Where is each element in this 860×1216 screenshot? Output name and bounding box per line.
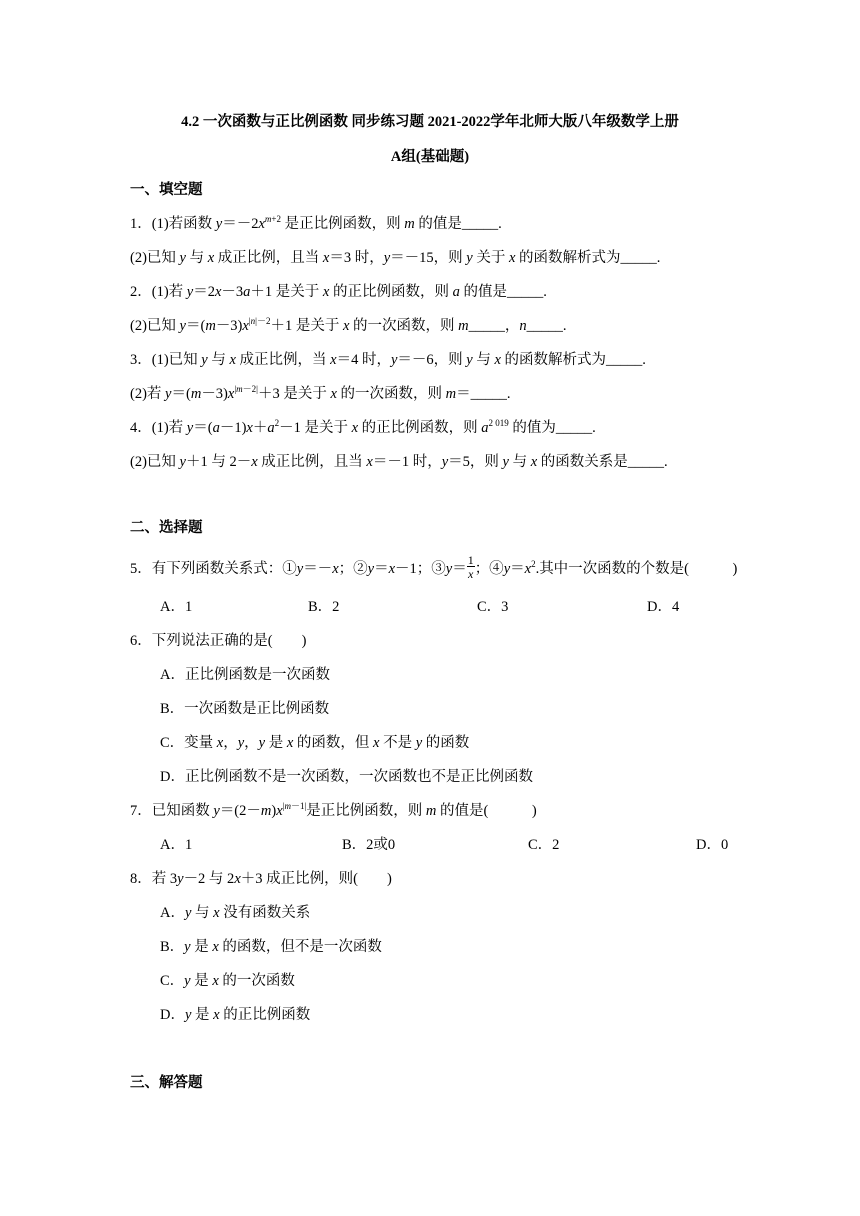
- question-2-2: (2)已知 $y=(m-3)x^{|n|-2}+1$ 是关于 x 的一次函数，则 m_____，n_____.: [130, 316, 567, 334]
- q8-option-c: C．y 是 x 的一次函数: [160, 973, 295, 989]
- question-1-1: 1．(1)若函数 $y=-2x^{m+2}$ 是正比例函数，则 m 的值是_____.: [130, 214, 502, 232]
- question-3-1: 3．(1)已知 y 与 x 成正比例，当 x＝4 时，y＝－6，则 y 与 x 的函数解析式为_____.: [130, 352, 646, 368]
- q5-option-c: C．3: [477, 599, 509, 615]
- q7-option-c: C．2: [528, 837, 560, 853]
- question-4-1: 4．(1)若 $y=(a-1)x+a^2-1$ 是关于 x 的正比例函数，则 $a^{2 019}$ 的值为_____.: [130, 418, 596, 436]
- q7-option-d: D．0: [696, 837, 729, 853]
- q5-option-b: B．2: [308, 599, 340, 615]
- q6-option-c: C．变量 x，y，y 是 x 的函数，但 x 不是 y 的函数: [160, 735, 470, 751]
- q5-option-d: D．4: [647, 599, 680, 615]
- question-8: 8．若 3y－2 与 2x＋3 成正比例，则( ): [130, 871, 392, 887]
- q8-option-a: A．y 与 x 没有函数关系: [160, 905, 311, 921]
- question-2-1: 2．(1)若 y＝2x－3a＋1 是关于 x 的正比例函数，则 a 的值是_____.: [130, 284, 547, 300]
- q8-option-b: B．y 是 x 的函数，但不是一次函数: [160, 939, 382, 955]
- question-7: 7．已知函数 $y=(2-m)x^{|m-1|}$是正比例函数，则 m 的值是( ): [130, 801, 537, 819]
- q6-option-d: D．正比例函数不是一次函数，一次函数也不是正比例函数: [160, 769, 533, 785]
- q6-option-a: A．正比例函数是一次函数: [160, 667, 330, 683]
- question-1-2: (2)已知 y 与 x 成正比例，且当 x＝3 时，y＝－15，则 y 关于 x 的函数解析式为_____.: [130, 250, 661, 266]
- question-5: 5．有下列函数关系式：①y＝－x；②y＝x－1；③y＝ $\frac{1}{x}$ ；$④y=x^2$.其中一次函数的个数是( ): [130, 553, 738, 581]
- q8-option-d: D．y 是 x 的正比例函数: [160, 1007, 311, 1023]
- q7-option-b: B．2或0: [342, 837, 396, 853]
- group-heading: A组(基础题): [390, 149, 470, 165]
- fraction-1-over-x: $\frac{1}{x}$: [467, 553, 474, 581]
- q6-option-b: B．一次函数是正比例函数: [160, 701, 330, 717]
- section-fill-blank: 一、填空题: [130, 182, 203, 198]
- question-6: 6．下列说法正确的是( ): [130, 633, 307, 649]
- q7-option-a: A．1: [160, 837, 193, 853]
- q5-option-a: A．1: [160, 599, 193, 615]
- section-multiple-choice: 二、选择题: [130, 520, 203, 536]
- section-answer: 三、解答题: [130, 1075, 203, 1091]
- document-title: 4.2 一次函数与正比例函数 同步练习题 2021-2022学年北师大版八年级数学上册: [181, 114, 679, 130]
- question-4-2: (2)已知 y＋1 与 2－x 成正比例，且当 x＝－1 时，y＝5，则 y 与 x 的函数关系是_____.: [130, 454, 668, 470]
- question-3-2: (2)若 $y=(m-3)x^{|m-2|}+3$ 是关于 x 的一次函数，则 m＝_____.: [130, 384, 511, 402]
